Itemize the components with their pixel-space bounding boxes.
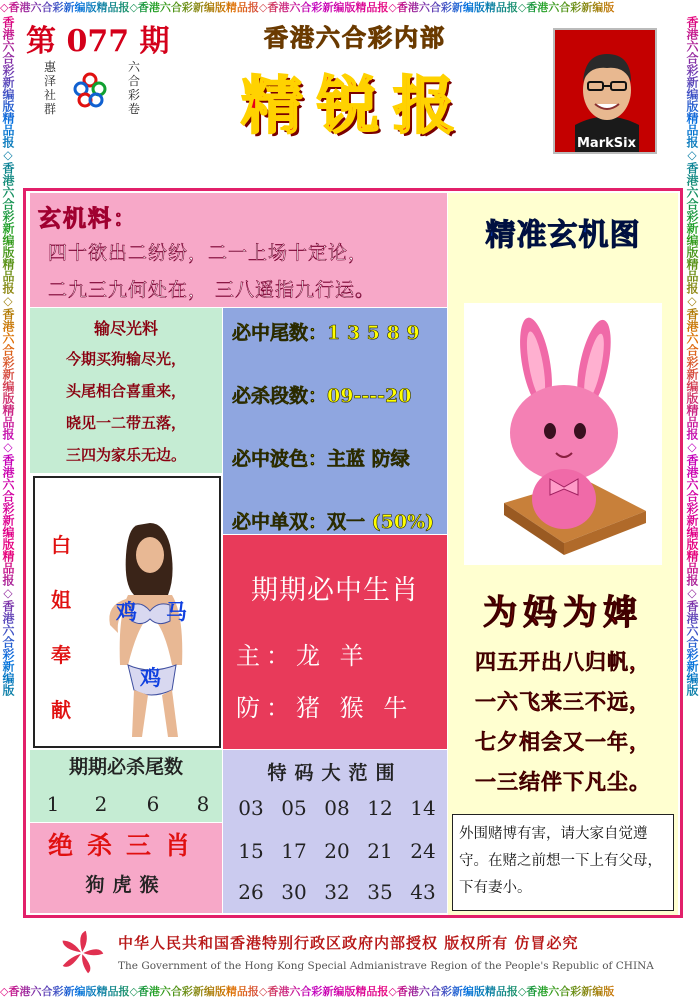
zodiac-main: 主：龙 羊 <box>236 642 370 670</box>
footer-english: The Government of the Hong Kong Special Admianistrave Region of the People's Republic of CHINA <box>118 960 654 972</box>
range-number: 24 <box>410 839 436 863</box>
girl-char-2: 姐 <box>51 588 71 612</box>
zodiac-title: 期期必中生肖 <box>251 575 419 606</box>
kill-tail-number-3: 6 <box>146 792 160 816</box>
girl-char-3: 奉 <box>51 643 71 667</box>
riddle-line-1: 四五开出八归帆， <box>475 649 651 674</box>
riddle-title: 为妈为婢 <box>483 593 643 633</box>
range-number: 26 <box>238 880 264 904</box>
loss-line-2: 头尾相合喜重来， <box>65 382 186 400</box>
rabbit-figurine-icon <box>464 303 662 565</box>
range-number: 08 <box>324 796 350 820</box>
special-range-row-1 <box>232 796 442 820</box>
range-number: 03 <box>238 796 264 820</box>
range-number: 30 <box>281 880 307 904</box>
range-number: 05 <box>281 796 307 820</box>
kill-tail-title: 期期必杀尾数 <box>68 756 183 778</box>
girl-char-4: 献 <box>51 698 71 722</box>
border-left-text: 香港六合彩新编版精品报◇香港六合彩新编版精品报◇香港六合彩新编版精品报◇香港六合彩新编版精品报◇香港六合彩新编版 <box>0 16 16 984</box>
loss-title: 输尽光料 <box>93 319 158 338</box>
prediction-color: 必中波色：主蓝 防绿 <box>232 448 410 470</box>
loss-line-1: 今期买狗输尽光， <box>65 350 186 368</box>
kill-tail-number-4: 8 <box>196 792 210 816</box>
jue-sha-list: 狗虎猴 <box>85 874 167 896</box>
zodiac-guard: 防：猪 猴 牛 <box>236 694 414 722</box>
range-number: 12 <box>367 796 393 820</box>
range-number: 14 <box>410 796 436 820</box>
prediction-segment: 必杀段数：09----20 <box>232 385 412 407</box>
range-number: 43 <box>410 880 436 904</box>
special-range-row-3 <box>232 880 442 904</box>
border-right-text: 香港六合彩新编版精品报◇香港六合彩新编版精品报◇香港六合彩新编版精品报◇香港六合彩新编版精品报◇香港六合彩新编版 <box>684 16 700 984</box>
border-bottom-text: ◇香港六合彩新编版精品报◇香港六合彩新编版精品报◇香港六合彩新编版精品报◇香港六合彩新编版精品报◇香港六合彩新编版 <box>0 984 700 1000</box>
page-subtitle: 香港六合彩内部 <box>264 23 446 52</box>
jue-sha-title: 绝杀三肖 <box>47 831 204 860</box>
page-title: 精锐报 <box>240 69 469 142</box>
girl-word-1: 鸡 <box>116 599 137 624</box>
range-number: 21 <box>367 839 393 863</box>
girl-word-3: 鸡 <box>140 665 161 690</box>
range-number: 20 <box>324 839 350 863</box>
riddle-image <box>464 303 662 565</box>
gambling-notice: 外围赌博有害，请大家自觉遵守。在赌之前想一下上有父母，下有妻小。 <box>452 814 674 911</box>
publisher-right: 六合彩卷 <box>127 60 140 116</box>
footer-chinese: 中华人民共和国香港特别行政区政府内部授权 版权所有 仿冒必究 <box>118 934 579 952</box>
girl-illustration-icon <box>98 515 204 740</box>
loss-line-4: 三四为家乐无边。 <box>65 446 186 464</box>
range-number: 35 <box>367 880 393 904</box>
riddle-line-4: 一三结伴下凡尘。 <box>475 769 651 794</box>
girl-char-1: 白 <box>51 533 71 557</box>
xuanji-line-1: 四十欲出二纷纷，二一上场十定论， <box>48 242 369 264</box>
prediction-odd-even: 必中单双：双一 (50%) <box>232 511 435 533</box>
kill-tail-number-1: 1 <box>46 792 60 816</box>
range-number: 17 <box>281 839 307 863</box>
riddle-line-3: 七夕相会又一年， <box>475 729 651 754</box>
prediction-tail: 必中尾数：1 3 5 8 9 <box>232 322 420 344</box>
issue-number: 第 077 期 <box>26 24 170 59</box>
lottery-logo-icon <box>72 72 108 108</box>
special-range-title: 特码大范围 <box>267 762 403 784</box>
bauhinia-emblem-icon <box>56 928 108 978</box>
loss-line-3: 晓见一二带五落， <box>65 414 186 432</box>
kill-tail-number-2: 2 <box>94 792 108 816</box>
riddle-line-2: 一六飞来三不远， <box>475 689 651 714</box>
range-number: 15 <box>238 839 264 863</box>
girl-vertical-text <box>50 518 72 738</box>
publisher-left: 惠泽社群 <box>43 60 56 116</box>
border-top-text: ◇香港六合彩新编版精品报◇香港六合彩新编版精品报◇香港六合彩新编版精品报◇香港六合彩新编版精品报◇香港六合彩新编版 <box>0 0 700 16</box>
special-range-row-2 <box>232 839 442 863</box>
map-title: 精准玄机图 <box>485 218 641 253</box>
xuanji-title: 玄机料： <box>38 205 138 232</box>
marksix-brand: MarkSix <box>577 136 636 151</box>
range-number: 32 <box>324 880 350 904</box>
xuanji-line-2: 二九三九何处在， 三八遥指九行运。 <box>48 279 376 301</box>
girl-word-2: 马 <box>166 599 187 624</box>
